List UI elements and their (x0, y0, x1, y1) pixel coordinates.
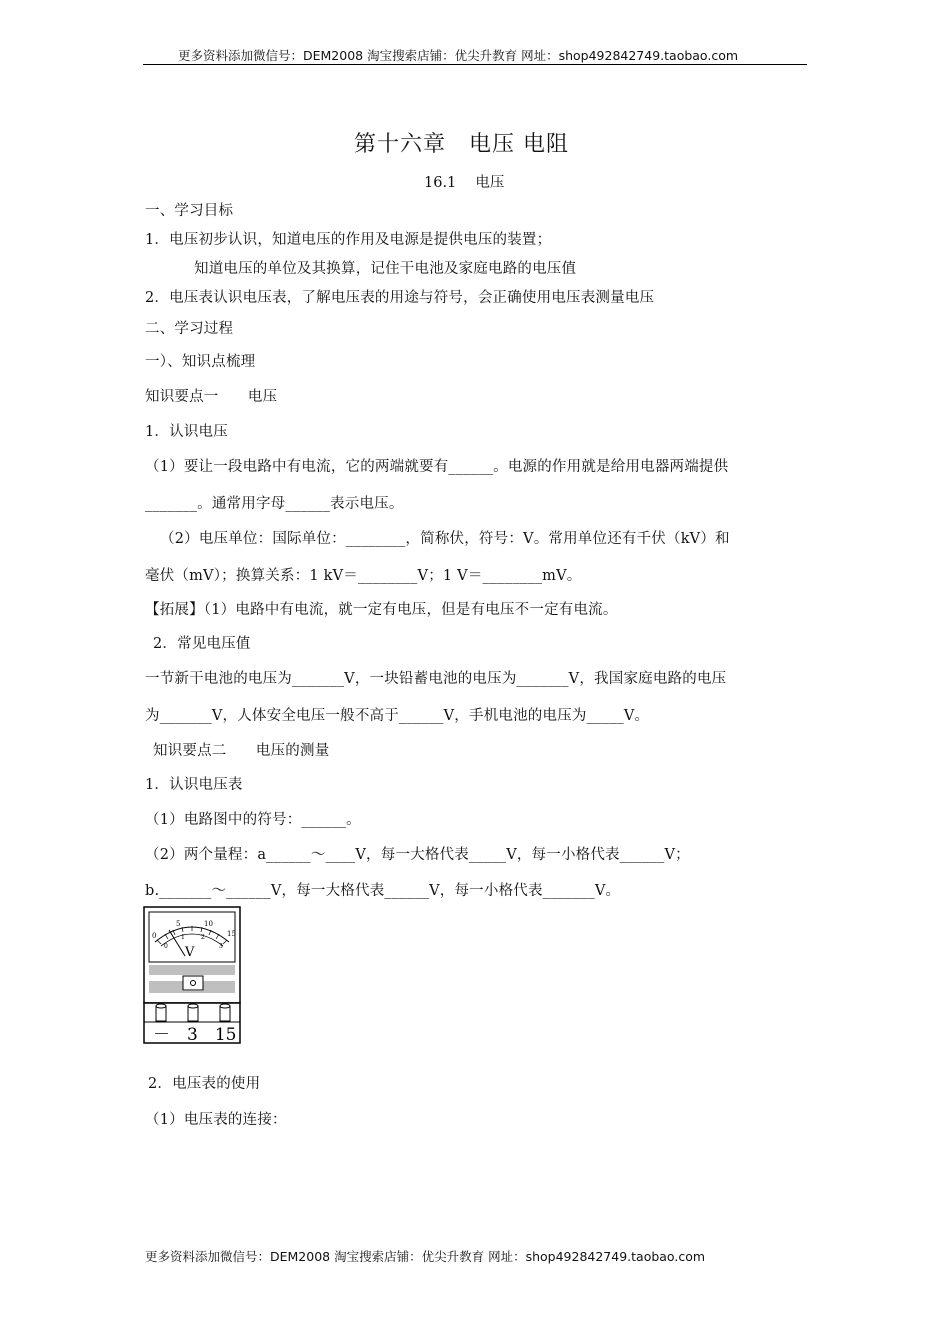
values-line2: 为_______V，人体安全电压一般不高于______V，手机电池的电压为_____V。 (145, 708, 650, 724)
usage-heading: 2．电压表的使用 (148, 1076, 261, 1092)
terminal-labels: － 3 15 (153, 1025, 237, 1045)
scale-bottom-1: 1 (181, 934, 185, 941)
range-b-line: b._______～______V，每一大格代表______V，每一小格代表_______V。 (145, 883, 621, 899)
heading-goals: 一、学习目标 (145, 203, 234, 219)
section-subtitle: 16.1 电压 (424, 175, 505, 191)
goal-1-cont: 知道电压的单位及其换算，记住干电池及家庭电路的电压值 (194, 261, 577, 277)
meter-letter: V (185, 945, 195, 960)
connection-line: （1）电压表的连接： (145, 1112, 287, 1128)
scale-top-15: 15 (227, 930, 236, 938)
q1-line2: _______。通常用字母______表示电压。 (145, 496, 404, 512)
scale-bottom-2: 2 (201, 934, 205, 941)
heading-process: 二、学习过程 (145, 321, 234, 337)
values-line1: 一节新干电池的电压为_______V，一块铅蓄电池的电压为_______V，我国家庭电路的电压 (145, 671, 727, 687)
point-1-heading: 知识要点一 电压 (145, 389, 278, 405)
q2-line2: 毫伏（mV）；换算关系：1 kV＝________V；1 V＝________mV。 (145, 568, 582, 584)
know-voltmeter: 1．认识电压表 (145, 777, 243, 793)
page-header: 更多资料添加微信号：DEM2008 淘宝搜索店铺：优尖升教育 网址：shop492842749.taobao.com (178, 48, 739, 63)
range-a-line: （2）两个量程：a______～____V，每一大格代表_____V，每一小格代表______V； (145, 847, 690, 863)
scale-top-10: 10 (204, 920, 213, 928)
heading-points: 一）、知识点梳理 (145, 354, 256, 370)
extension-note: 【拓展】（1）电路中有电流，就一定有电压，但是有电压不一定有电流。 (145, 602, 618, 618)
header-rule (143, 64, 807, 65)
scale-bottom-3: 3 (219, 943, 223, 950)
page-footer: 更多资料添加微信号：DEM2008 淘宝搜索店铺：优尖升教育 网址：shop492842749.taobao.com (145, 1249, 706, 1264)
goal-2: 2．电压表认识电压表，了解电压表的用途与符号，会正确使用电压表测量电压 (145, 290, 655, 306)
goal-1: 1．电压初步认识，知道电压的作用及电源是提供电压的装置； (145, 232, 552, 248)
point-2-heading: 知识要点二 电压的测量 (153, 743, 330, 759)
q2-line1: （2）电压单位：国际单位：________，简称伏，符号：V。常用单位还有千伏（kV）和 (160, 531, 730, 547)
scale-top-5: 5 (176, 920, 181, 928)
q1-line1: （1）要让一段电路中有电流，它的两端就要有______。电源的作用就是给用电器两端提供 (145, 459, 729, 475)
common-values-heading: 2．常见电压值 (153, 636, 251, 652)
scale-top-0: 0 (152, 932, 157, 940)
symbol-line: （1）电路图中的符号：______。 (145, 812, 361, 828)
know-voltage: 1．认识电压 (145, 424, 228, 440)
scale-bottom-0: 0 (164, 943, 168, 950)
voltmeter-figure (143, 906, 243, 1046)
chapter-title: 第十六章 电压 电阻 (354, 132, 569, 157)
